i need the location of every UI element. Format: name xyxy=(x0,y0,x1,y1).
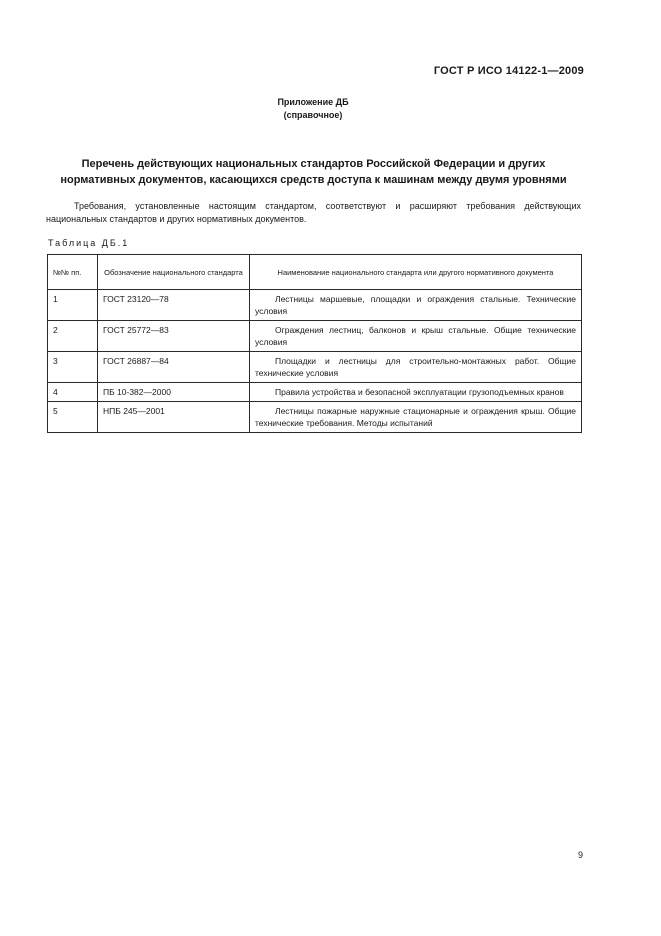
table-row xyxy=(48,383,582,402)
header-standard-name: Наименование национального стандарта или другого нормативного документа xyxy=(250,255,582,290)
document-title xyxy=(46,156,581,188)
row-standard-code: НПБ 245—2001 xyxy=(98,402,250,433)
header-standard-code: Обозначение национального стандарта xyxy=(98,255,250,290)
row-number: 2 xyxy=(48,321,98,352)
table-row xyxy=(48,290,582,321)
header-number: №№ пп. xyxy=(48,255,98,290)
table-row xyxy=(48,321,582,352)
row-standard-name: Ограждения лестниц, балконов и крыш стальные. Общие технические условия xyxy=(250,321,582,352)
row-number: 5 xyxy=(48,402,98,433)
appendix-title: Приложение ДБ xyxy=(277,97,349,107)
title-line-1: Перечень действующих национальных стандартов Российской Федерации и других xyxy=(81,158,546,170)
row-standard-name: Правила устройства и безопасной эксплуатации грузоподъемных кранов xyxy=(250,383,582,402)
row-standard-code: ГОСТ 25772—83 xyxy=(98,321,250,352)
appendix-subtitle: (справочное) xyxy=(283,110,343,120)
row-number: 1 xyxy=(48,290,98,321)
row-number: 3 xyxy=(48,352,98,383)
table-header-row xyxy=(48,255,582,290)
intro-paragraph: Требования, установленные настоящим стандартом, соответствуют и расширяют требования действующих национальных стандартов и других нормативных документов. xyxy=(46,201,581,224)
table-row xyxy=(48,352,582,383)
row-standard-code: ГОСТ 23120—78 xyxy=(98,290,250,321)
row-standard-name: Площадки и лестницы для строительно-монтажных работ. Общие технические условия xyxy=(250,352,582,383)
row-standard-name: Лестницы пожарные наружные стационарные и ограждения крыш. Общие технические требования. Методы испытаний xyxy=(250,402,582,433)
document-code: ГОСТ Р ИСО 14122-1—2009 xyxy=(433,65,584,77)
appendix-heading xyxy=(0,96,626,122)
table-caption: Таблица ДБ.1 xyxy=(48,238,130,248)
row-standard-code: ГОСТ 26887—84 xyxy=(98,352,250,383)
standards-table xyxy=(47,254,582,433)
table-row xyxy=(48,402,582,433)
page-number: 9 xyxy=(577,850,583,860)
row-number: 4 xyxy=(48,383,98,402)
row-standard-name: Лестницы маршевые, площадки и ограждения стальные. Технические условия xyxy=(250,290,582,321)
title-line-2: нормативных документов, касающихся средств доступа к машинам между двумя уровнями xyxy=(60,174,567,186)
row-standard-code: ПБ 10-382—2000 xyxy=(98,383,250,402)
